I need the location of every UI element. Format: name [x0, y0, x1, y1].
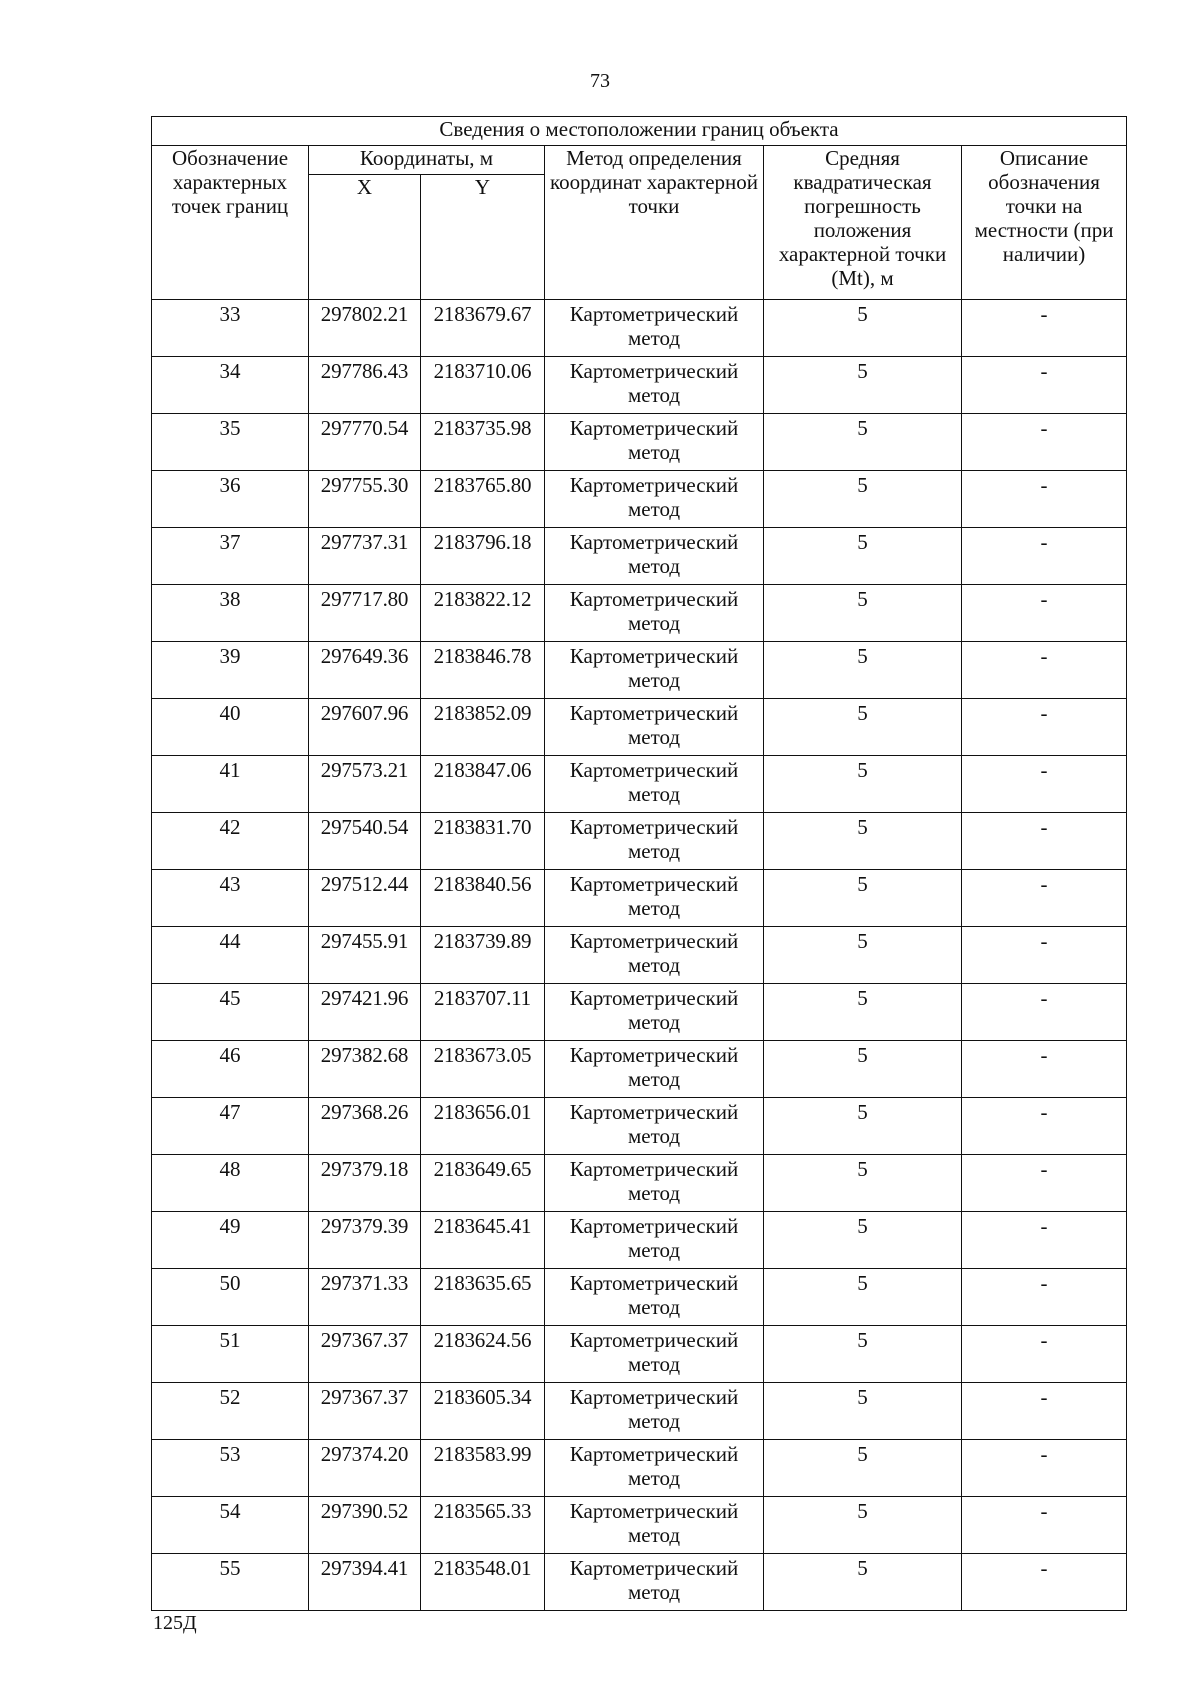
cell-description: -	[962, 1155, 1127, 1212]
cell-method: Картометрический метод	[545, 756, 764, 813]
cell-point: 45	[152, 984, 309, 1041]
cell-error: 5	[764, 870, 962, 927]
cell-y: 2183840.56	[421, 870, 545, 927]
cell-point: 47	[152, 1098, 309, 1155]
table-row	[152, 300, 1127, 357]
cell-method: Картометрический метод	[545, 642, 764, 699]
cell-method: Картометрический метод	[545, 1554, 764, 1611]
cell-x: 297379.18	[309, 1155, 421, 1212]
table-row	[152, 1383, 1127, 1440]
cell-x: 297573.21	[309, 756, 421, 813]
table-row	[152, 1041, 1127, 1098]
cell-description: -	[962, 357, 1127, 414]
cell-method: Картометрический метод	[545, 471, 764, 528]
cell-y: 2183765.80	[421, 471, 545, 528]
table-row	[152, 870, 1127, 927]
cell-description: -	[962, 642, 1127, 699]
cell-point: 36	[152, 471, 309, 528]
cell-x: 297737.31	[309, 528, 421, 585]
cell-point: 51	[152, 1326, 309, 1383]
cell-point: 49	[152, 1212, 309, 1269]
cell-description: -	[962, 699, 1127, 756]
cell-x: 297786.43	[309, 357, 421, 414]
cell-x: 297374.20	[309, 1440, 421, 1497]
cell-y: 2183831.70	[421, 813, 545, 870]
table-row	[152, 1554, 1127, 1611]
cell-description: -	[962, 471, 1127, 528]
cell-error: 5	[764, 1326, 962, 1383]
cell-x: 297717.80	[309, 585, 421, 642]
cell-point: 53	[152, 1440, 309, 1497]
cell-y: 2183649.65	[421, 1155, 545, 1212]
table-row	[152, 813, 1127, 870]
header-method: Метод определения координат характерной точки	[545, 146, 764, 300]
cell-x: 297455.91	[309, 927, 421, 984]
header-coords: Координаты, м	[309, 146, 545, 175]
header-error: Средняя квадратическая погрешность положения характерной точки (Mt), м	[764, 146, 962, 300]
cell-description: -	[962, 1269, 1127, 1326]
cell-y: 2183565.33	[421, 1497, 545, 1554]
cell-method: Картометрический метод	[545, 414, 764, 471]
cell-point: 50	[152, 1269, 309, 1326]
cell-point: 46	[152, 1041, 309, 1098]
cell-y: 2183605.34	[421, 1383, 545, 1440]
cell-method: Картометрический метод	[545, 528, 764, 585]
cell-description: -	[962, 1326, 1127, 1383]
cell-description: -	[962, 300, 1127, 357]
cell-method: Картометрический метод	[545, 813, 764, 870]
table-row	[152, 1212, 1127, 1269]
cell-point: 37	[152, 528, 309, 585]
table-row	[152, 414, 1127, 471]
cell-point: 42	[152, 813, 309, 870]
cell-x: 297371.33	[309, 1269, 421, 1326]
table-row	[152, 756, 1127, 813]
cell-y: 2183635.65	[421, 1269, 545, 1326]
cell-method: Картометрический метод	[545, 870, 764, 927]
cell-x: 297540.54	[309, 813, 421, 870]
cell-y: 2183656.01	[421, 1098, 545, 1155]
cell-method: Картометрический метод	[545, 1155, 764, 1212]
cell-error: 5	[764, 1497, 962, 1554]
cell-point: 44	[152, 927, 309, 984]
cell-method: Картометрический метод	[545, 1098, 764, 1155]
cell-y: 2183624.56	[421, 1326, 545, 1383]
cell-y: 2183710.06	[421, 357, 545, 414]
cell-method: Картометрический метод	[545, 1497, 764, 1554]
page-number: 73	[590, 70, 610, 92]
table-row	[152, 1098, 1127, 1155]
cell-x: 297421.96	[309, 984, 421, 1041]
cell-point: 34	[152, 357, 309, 414]
cell-error: 5	[764, 585, 962, 642]
cell-point: 40	[152, 699, 309, 756]
cell-description: -	[962, 585, 1127, 642]
cell-error: 5	[764, 528, 962, 585]
cell-description: -	[962, 414, 1127, 471]
cell-point: 35	[152, 414, 309, 471]
cell-x: 297607.96	[309, 699, 421, 756]
cell-y: 2183645.41	[421, 1212, 545, 1269]
cell-method: Картометрический метод	[545, 1041, 764, 1098]
table-row	[152, 1497, 1127, 1554]
cell-y: 2183822.12	[421, 585, 545, 642]
cell-description: -	[962, 1383, 1127, 1440]
cell-y: 2183548.01	[421, 1554, 545, 1611]
cell-x: 297368.26	[309, 1098, 421, 1155]
cell-method: Картометрический метод	[545, 1326, 764, 1383]
table-row	[152, 1326, 1127, 1383]
cell-y: 2183735.98	[421, 414, 545, 471]
cell-error: 5	[764, 300, 962, 357]
cell-point: 54	[152, 1497, 309, 1554]
cell-point: 33	[152, 300, 309, 357]
table-row	[152, 528, 1127, 585]
cell-error: 5	[764, 357, 962, 414]
cell-method: Картометрический метод	[545, 1212, 764, 1269]
cell-y: 2183796.18	[421, 528, 545, 585]
cell-error: 5	[764, 984, 962, 1041]
cell-error: 5	[764, 1212, 962, 1269]
cell-point: 52	[152, 1383, 309, 1440]
cell-error: 5	[764, 1098, 962, 1155]
cell-method: Картометрический метод	[545, 300, 764, 357]
cell-description: -	[962, 1212, 1127, 1269]
cell-x: 297382.68	[309, 1041, 421, 1098]
header-point: Обозначение характерных точек границ	[152, 146, 309, 300]
cell-description: -	[962, 927, 1127, 984]
cell-x: 297802.21	[309, 300, 421, 357]
cell-x: 297367.37	[309, 1326, 421, 1383]
cell-description: -	[962, 1440, 1127, 1497]
cell-method: Картометрический метод	[545, 1269, 764, 1326]
cell-x: 297512.44	[309, 870, 421, 927]
cell-point: 38	[152, 585, 309, 642]
cell-x: 297770.54	[309, 414, 421, 471]
header-y: Y	[421, 175, 545, 300]
cell-y: 2183852.09	[421, 699, 545, 756]
cell-error: 5	[764, 642, 962, 699]
cell-error: 5	[764, 1155, 962, 1212]
cell-error: 5	[764, 1440, 962, 1497]
table-row	[152, 585, 1127, 642]
cell-error: 5	[764, 1269, 962, 1326]
cell-method: Картометрический метод	[545, 357, 764, 414]
cell-error: 5	[764, 699, 962, 756]
cell-x: 297394.41	[309, 1554, 421, 1611]
header-description: Описание обозначения точки на местности (при наличии)	[962, 146, 1127, 300]
cell-y: 2183847.06	[421, 756, 545, 813]
table-row	[152, 642, 1127, 699]
cell-x: 297367.37	[309, 1383, 421, 1440]
cell-method: Картометрический метод	[545, 1383, 764, 1440]
cell-description: -	[962, 528, 1127, 585]
cell-point: 48	[152, 1155, 309, 1212]
cell-x: 297390.52	[309, 1497, 421, 1554]
cell-description: -	[962, 1554, 1127, 1611]
cell-error: 5	[764, 1554, 962, 1611]
cell-description: -	[962, 756, 1127, 813]
cell-description: -	[962, 984, 1127, 1041]
table-row	[152, 699, 1127, 756]
cell-method: Картометрический метод	[545, 699, 764, 756]
cell-y: 2183707.11	[421, 984, 545, 1041]
table-row	[152, 471, 1127, 528]
cell-point: 55	[152, 1554, 309, 1611]
cell-y: 2183583.99	[421, 1440, 545, 1497]
cell-error: 5	[764, 414, 962, 471]
cell-method: Картометрический метод	[545, 585, 764, 642]
cell-description: -	[962, 1098, 1127, 1155]
cell-description: -	[962, 1497, 1127, 1554]
cell-y: 2183673.05	[421, 1041, 545, 1098]
cell-point: 43	[152, 870, 309, 927]
header-x: X	[309, 175, 421, 300]
cell-x: 297379.39	[309, 1212, 421, 1269]
table-row	[152, 357, 1127, 414]
boundary-table	[151, 116, 1127, 1611]
cell-y: 2183739.89	[421, 927, 545, 984]
cell-description: -	[962, 870, 1127, 927]
cell-y: 2183679.67	[421, 300, 545, 357]
table-row	[152, 984, 1127, 1041]
document-code: 125Д	[153, 1612, 197, 1634]
cell-x: 297755.30	[309, 471, 421, 528]
table-caption: Сведения о местоположении границ объекта	[152, 117, 1127, 146]
table-row	[152, 1269, 1127, 1326]
cell-error: 5	[764, 756, 962, 813]
table-row	[152, 1440, 1127, 1497]
cell-error: 5	[764, 1041, 962, 1098]
cell-point: 39	[152, 642, 309, 699]
cell-y: 2183846.78	[421, 642, 545, 699]
cell-description: -	[962, 1041, 1127, 1098]
table-row	[152, 1155, 1127, 1212]
table-body	[152, 300, 1127, 1611]
cell-error: 5	[764, 813, 962, 870]
cell-method: Картометрический метод	[545, 1440, 764, 1497]
cell-error: 5	[764, 471, 962, 528]
cell-error: 5	[764, 927, 962, 984]
cell-point: 41	[152, 756, 309, 813]
table-row	[152, 927, 1127, 984]
cell-x: 297649.36	[309, 642, 421, 699]
cell-description: -	[962, 813, 1127, 870]
cell-method: Картометрический метод	[545, 984, 764, 1041]
cell-method: Картометрический метод	[545, 927, 764, 984]
cell-error: 5	[764, 1383, 962, 1440]
